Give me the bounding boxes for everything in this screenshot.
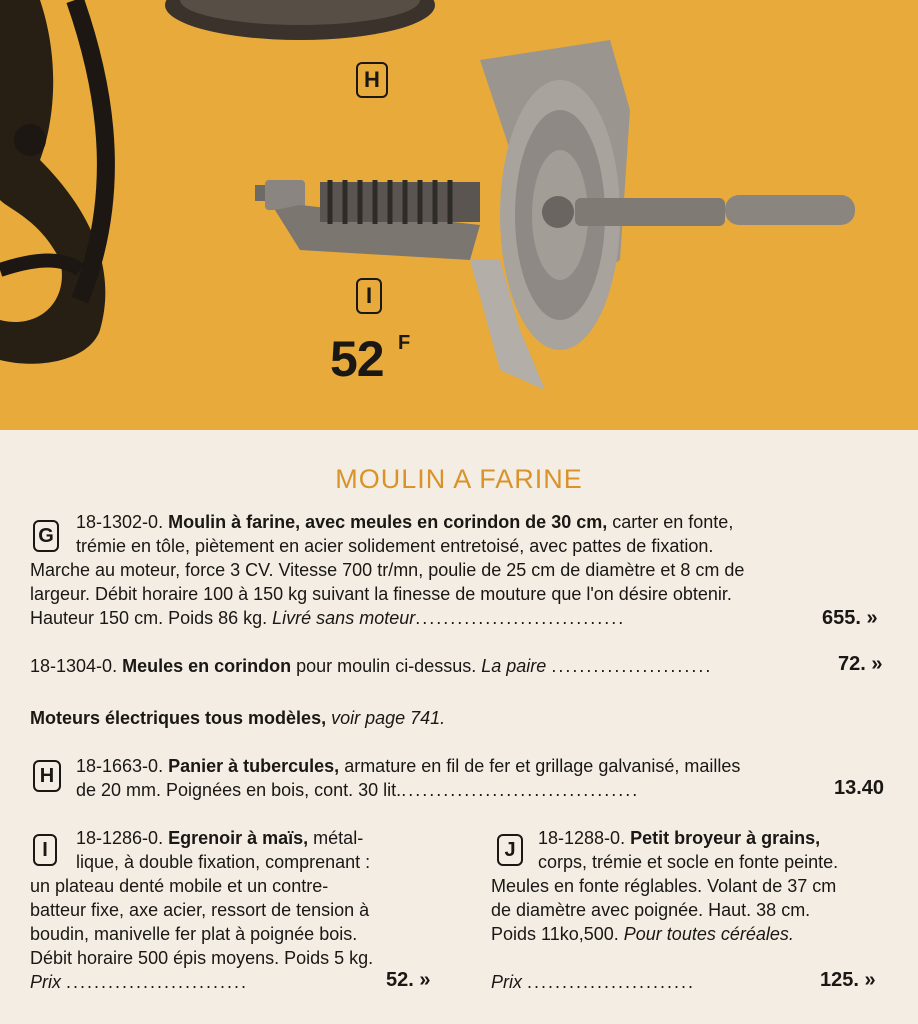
moteurs-text: Moteurs électriques tous modèles, [30,708,327,728]
item-j-line5 [491,922,794,946]
item-g-line5 [30,606,625,630]
item-g-dots: .............................. [415,608,626,628]
item-h-line1-rest: armature en fil de fer et grillage galvanisé, mailles [344,756,741,776]
item-h-name: Panier à tubercules, [168,756,340,776]
item-meules-rest: pour moulin ci-dessus. [296,656,477,676]
item-g-note: Livré sans moteur [272,608,416,628]
photo-illustration [0,0,918,430]
item-i-line1 [76,826,363,850]
item-g-line4: largeur. Débit horaire 100 à 150 kg suivant la finesse de mouture que l'on désire obtenir. [30,584,732,604]
item-g-line1 [76,510,733,534]
item-h-dots: .................................. [401,780,640,800]
product-photo [0,0,918,430]
item-j-line3: Meules en fonte réglables. Volant de 37 cm [491,876,837,896]
item-meules-dots: ....................... [551,656,713,676]
item-i-ref: 18-1286-0. [76,828,164,848]
item-j-price: 125. » [820,969,876,991]
moteurs-page-ref: voir page 741. [331,708,446,728]
item-j-name: Petit broyeur à grains, [630,828,821,848]
item-i-line1-rest: métal- [313,828,364,848]
photo-label-i: I [356,278,382,314]
item-j-dots: ........................ [527,972,696,992]
section-title: MOULIN A FARINE [335,464,583,494]
item-j-letter: J [497,834,523,866]
item-i-name: Egrenoir à maïs, [168,828,309,848]
item-h-line2-text: de 20 mm. Poignées en bois, cont. 30 lit. [76,780,402,800]
item-h-ref: 18-1663-0. [76,756,164,776]
item-meules-line [30,654,712,678]
item-meules-name: Meules en corindon [122,656,292,676]
catalog-text [0,430,918,1024]
item-j-line1 [538,826,820,850]
item-i-prix: Prix [30,972,61,992]
item-i-line6: Débit horaire 500 épis moyens. Poids 5 kg. [30,948,374,968]
item-i-line2: lique, à double fixation, comprenant : [76,852,371,872]
photo-price: 52 [330,331,384,387]
item-g-name: Moulin à farine, avec meules en corindon de 30 cm, [168,512,608,532]
item-g-line3: Marche au moteur, force 3 CV. Vitesse 700 tr/mn, poulie de 25 cm de diamètre et 8 cm de [30,560,745,580]
item-j-ref: 18-1288-0. [538,828,626,848]
item-g-line5-text: Hauteur 150 cm. Poids 86 kg. [30,608,268,628]
item-i-letter: I [33,834,57,866]
item-i-line5: boudin, manivelle fer plat à poignée bois. [30,924,358,944]
item-meules-price: 72. » [838,653,883,675]
item-j-line5-text: Poids 11ko,500. [491,924,619,944]
item-h-price: 13.40 [834,777,885,799]
item-j-line4: de diamètre avec poignée. Haut. 38 cm. [491,900,811,920]
item-j-line2: corps, trémie et socle en fonte peinte. [538,852,839,872]
item-i-line4: batteur fixe, axe acier, ressort de tension à [30,900,370,920]
item-j-note: Pour toutes céréales. [623,924,794,944]
moteurs-line [30,706,445,730]
item-g-line1-rest: carter en fonte, [612,512,734,532]
item-g-price: 655. » [822,607,878,629]
item-meules-ref: 18-1304-0. [30,656,118,676]
item-g-line2: trémie en tôle, piètement en acier solidement entretoisé, avec pattes de fixation. [76,536,714,556]
item-i-dots: .......................... [66,972,249,992]
item-h-letter: H [33,760,61,792]
item-g-letter: G [33,520,59,552]
item-j-line6 [491,970,695,994]
item-i-price: 52. » [386,969,431,991]
item-i-line7 [30,970,248,994]
item-h-line1 [76,754,740,778]
item-g-ref: 18-1302-0. [76,512,164,532]
photo-label-h: H [356,62,388,98]
item-i-line3: un plateau denté mobile et un contre- [30,876,329,896]
photo-price-unit: F [398,332,411,354]
item-h-line2 [76,778,639,802]
item-j-prix: Prix [491,972,522,992]
item-meules-note: La paire [481,656,547,676]
